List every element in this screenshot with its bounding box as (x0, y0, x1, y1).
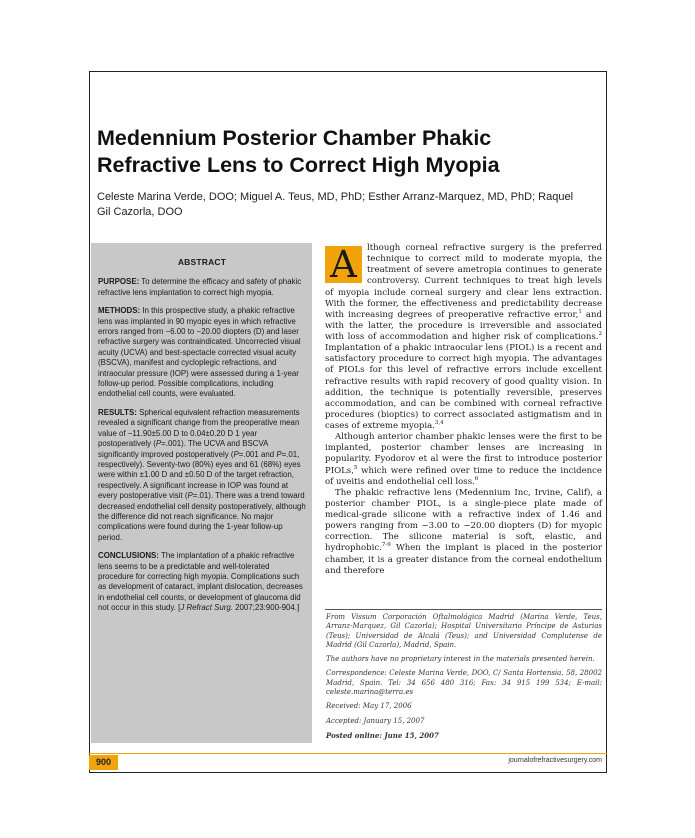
body-p1-b: and with the latter, the procedure is irreversible and associated with loss of accommodation and higher risk of complications. (325, 309, 603, 342)
results-text-3: =.001 and (238, 449, 277, 459)
page-number: 900 (89, 755, 118, 770)
conclusions-text: The implantation of a phakic refractive lens seems to be a predictable and well-tolerated procedure for correcting high myopia. Complications such as development of cataract, implant dislocation, decreases in endothelial cell counts, or development of glaucoma did not occur in this study. [ (98, 551, 303, 613)
results-text-5: =.01). There was a trend toward decreased endothelial cell density postoperatively, although the difference did not reach significance. No major complications were found during the 1-year follow-up period. (98, 491, 306, 542)
footnotes (326, 613, 602, 745)
results-text-2: =.001). The UCVA and BSCVA significantly improved postoperatively ( (98, 439, 268, 459)
results-p-4: P (187, 491, 193, 501)
body-p3-b: When the implant is placed in the posterior chamber, it is a greater distance from the corneal endothelium and therefore (325, 543, 602, 576)
abstract-conclusions (98, 551, 306, 613)
drop-cap: A (325, 246, 362, 283)
purpose-text: To determine the efficacy and safety of phakic refractive lens implantation to correct high myopia. (98, 277, 302, 297)
results-text-4: =.01, respectively). Seventy-two (80%) eyes and 61 (68%) eyes were within ±1.00 D and ±0.50 D of the target refraction, respectively. A significant increase in IOP was found at every postoperative visit ( (98, 449, 301, 501)
body-text-column (325, 243, 602, 577)
ref-6: 6 (474, 475, 479, 482)
methods-label: METHODS: (98, 306, 141, 316)
ref-7-9: 7-9 (381, 542, 391, 549)
purpose-label: PURPOSE: (98, 277, 140, 287)
body-p2-b: which were refined over time to reduce the incidence of uveitis and endothelial cell loss. (325, 465, 602, 487)
ref-5: 5 (353, 464, 358, 471)
interest-note: The authors have no proprietary interest in the materials presented herein. (326, 655, 595, 664)
results-p-3: P (276, 449, 282, 459)
footer-rule (89, 753, 607, 754)
body-paragraph-1 (325, 243, 602, 432)
received-date: Received: May 17, 2006 (326, 702, 412, 711)
abstract-heading: ABSTRACT (177, 257, 227, 267)
ref-3-4: 3,4 (434, 420, 444, 427)
accepted-date: Accepted: January 15, 2007 (326, 716, 425, 725)
affiliation-note: From Vissum Corporación Oftalmológica Madrid (Marina Verde, Teus, Arranz-Marquez, Gil Cazorla); Hospital Universitario Príncipe de Asturias (Teus); Universidad de Alcalá (Teus); and Universidad Complutense de Madrid (Gil Cazorla), Madrid, Spain. (326, 613, 602, 649)
abstract-methods (98, 306, 306, 400)
article-title: Medennium Posterior Chamber Phakic Refractive Lens to Correct High Myopia (97, 126, 500, 177)
body-paragraph-3 (325, 488, 602, 577)
abstract-purpose (98, 277, 306, 298)
results-text-1: Spherical equivalent refraction measurements revealed a significant change from the preoperative mean value of −11.90±5.00 D to 0.04±0.20 D 1 year postoperatively ( (98, 407, 300, 449)
ref-1: 1 (578, 308, 582, 315)
body-p1-c: Implantation of a phakic intraocular lens (PIOL) is a recent and satisfactory procedure to correct high myopia. The advantages of PIOLs for this level of refractive errors include excellent refractive results with rapid recovery of good quality vision. In addition, the technique is potentially reversible, preserves accommodation, and can be combined with corneal refractive procedures (bioptics) to correct associated astigmatism and in cases of extreme myopia. (325, 343, 602, 431)
results-p-2: P (233, 449, 239, 459)
posted-date: Posted online: June 15, 2007 (326, 730, 439, 740)
methods-text: In this prospective study, a phakic refractive lens was implanted in 90 myopic eyes in which refractive errors ranged from −6.00 to −20.00 diopters (D) and laser refractive surgery was contraindicated. Uncorrected visual acuity (UCVA) and best-spectacle corrected visual acuity (BSCVA), manifest and cycloplegic refractions, and intraocular pressure (IOP) were assessed during a 1-year follow-up period. Possible complications, including endothelial cell counts, were evaluated. (98, 306, 301, 399)
footnote-divider (325, 609, 602, 610)
results-p-1: P (155, 439, 162, 449)
citation-rest: 2007;23:900-904.] (232, 603, 300, 613)
ref-2: 2 (598, 331, 602, 338)
abstract-box (91, 243, 312, 743)
abstract-results (98, 408, 306, 543)
body-p2-a: Although anterior chamber phakic lenses were the first to be implanted, posterior chamber lenses are increasing in popularity. Fyodorov et al were the first to introduce posterior PIOLs, (325, 432, 602, 476)
results-label: RESULTS: (98, 407, 137, 417)
citation-journal: J Refract Surg. (180, 603, 233, 613)
body-p1-a: lthough corneal refractive surgery is the preferred technique to correct mild to moderate myopia, the treatment of severe ametropia continues to generate controversy. Current techniques to treat high levels of myopia include corneal surgery and clear lens extraction. With the former, the effectiveness and predictability decrease with increasing degrees of preoperative refractive error, (325, 243, 602, 320)
body-paragraph-2 (325, 432, 602, 488)
journal-website[interactable]: journalofrefractivesurgery.com (508, 757, 602, 764)
conclusions-label: CONCLUSIONS: (98, 551, 159, 561)
author-list: Celeste Marina Verde, DOO; Miguel A. Teus, MD, PhD; Esther Arranz-Marquez, MD, PhD; Raquel Gil Cazorla, DOO (97, 191, 574, 218)
body-p3-a: The phakic refractive lens (Medennium Inc, Irvine, Calif), a posterior chamber PIOL, is a single-piece plate made of medical-grade silicone with a refractive index of 1.46 and powers ranging from −3.00 to −20.00 diopters (D) for myopic correction. The silicone material is soft, elastic, and hydrophobic. (325, 487, 602, 554)
correspondence-note: Correspondence: Celeste Marina Verde, DOO, C/ Santa Hortensia, 58, 28002 Madrid, Spain. Tel: 34 656 480 316; Fax: 34 915 199 534; E-mail: celeste.marina@terra.es (326, 669, 602, 697)
